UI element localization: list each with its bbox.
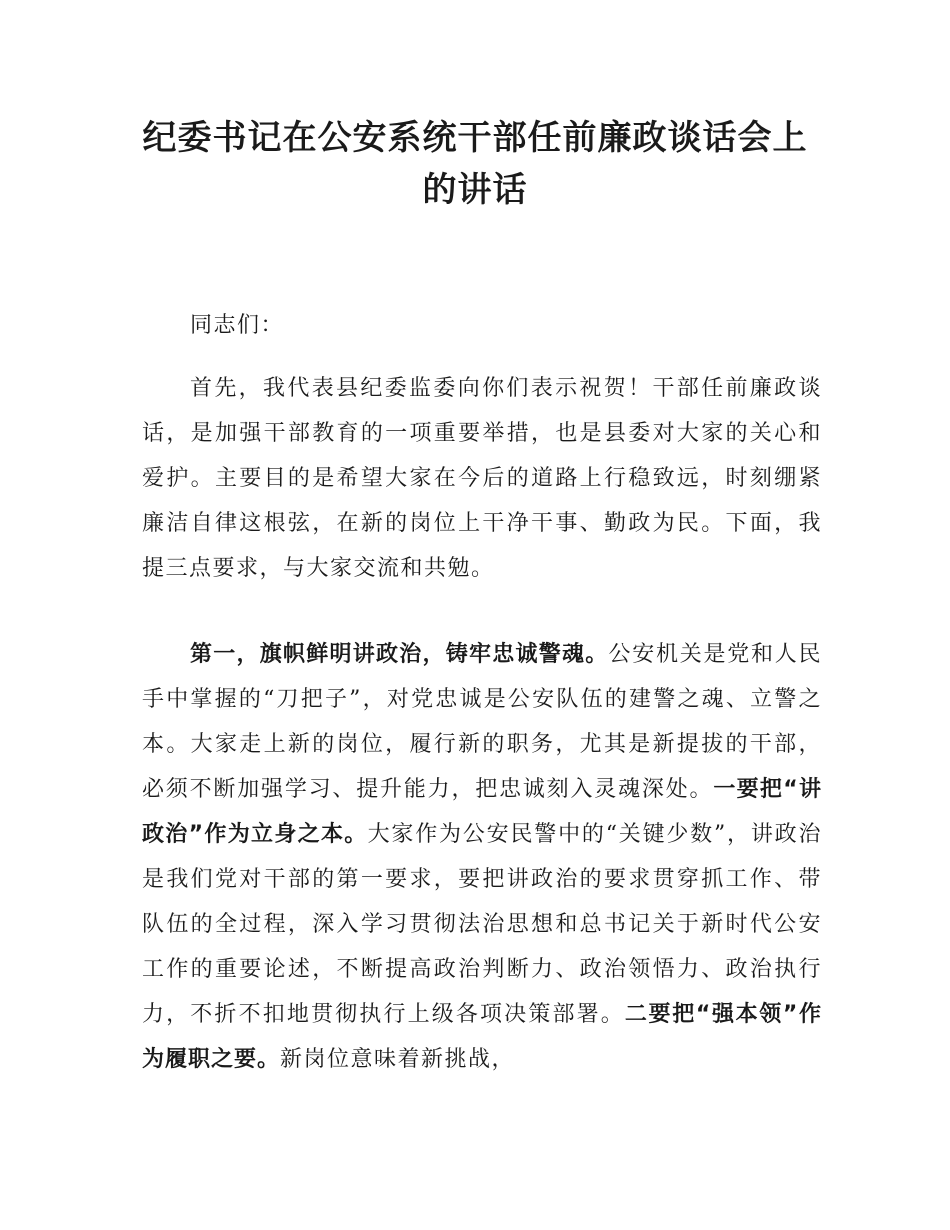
title-line-2: 的讲话: [422, 170, 528, 210]
point-1-heading: 一要把“讲政治”作为立身之本。: [142, 777, 822, 847]
section-1-text: 公安机关是党和人民手中掌握的“刀把子”，对党忠诚是公安队伍的建警之魂、立警之本。大家走上新的岗位，履行新的职务，尤其是新提拔的干部，必须不断加强学习、提升能力，把忠诚刻入灵魂深处。: [142, 642, 822, 802]
intro-paragraph: 首先，我代表县纪委监委向你们表示祝贺！干部任前廉政谈话，是加强干部教育的一项重要举措，也是县委对大家的关心和爱护。主要目的是希望大家在今后的道路上行稳致远，时刻绷紧廉洁自律这根弦，在新的岗位上干净干事、勤政为民。下面，我提三点要求，与大家交流和共勉。: [142, 376, 822, 581]
document-title: [100, 112, 850, 216]
title-line-1: 纪委书记在公安系统干部任前廉政谈话会上: [142, 118, 808, 158]
point-2-heading: 二要把“强本领”作为履职之要。: [142, 1002, 822, 1072]
point-2-text: 新岗位意味着新挑战，: [280, 1047, 516, 1072]
salutation: 同志们：: [190, 313, 285, 338]
point-1-text: 大家作为公安民警中的“关键少数”，讲政治是我们党对干部的第一要求，要把讲政治的要求贯穿抓工作、带队伍的全过程，深入学习贯彻法治思想和总书记关于新时代公安工作的重要论述，不断提高政治判断力、政治领悟力、政治执行力，不折不扣地贯彻执行上级各项决策部署。: [142, 822, 822, 1027]
section-1-heading: 第一，旗帜鲜明讲政治，铸牢忠诚警魂。: [190, 642, 609, 667]
section-1-paragraph: [142, 632, 822, 1082]
